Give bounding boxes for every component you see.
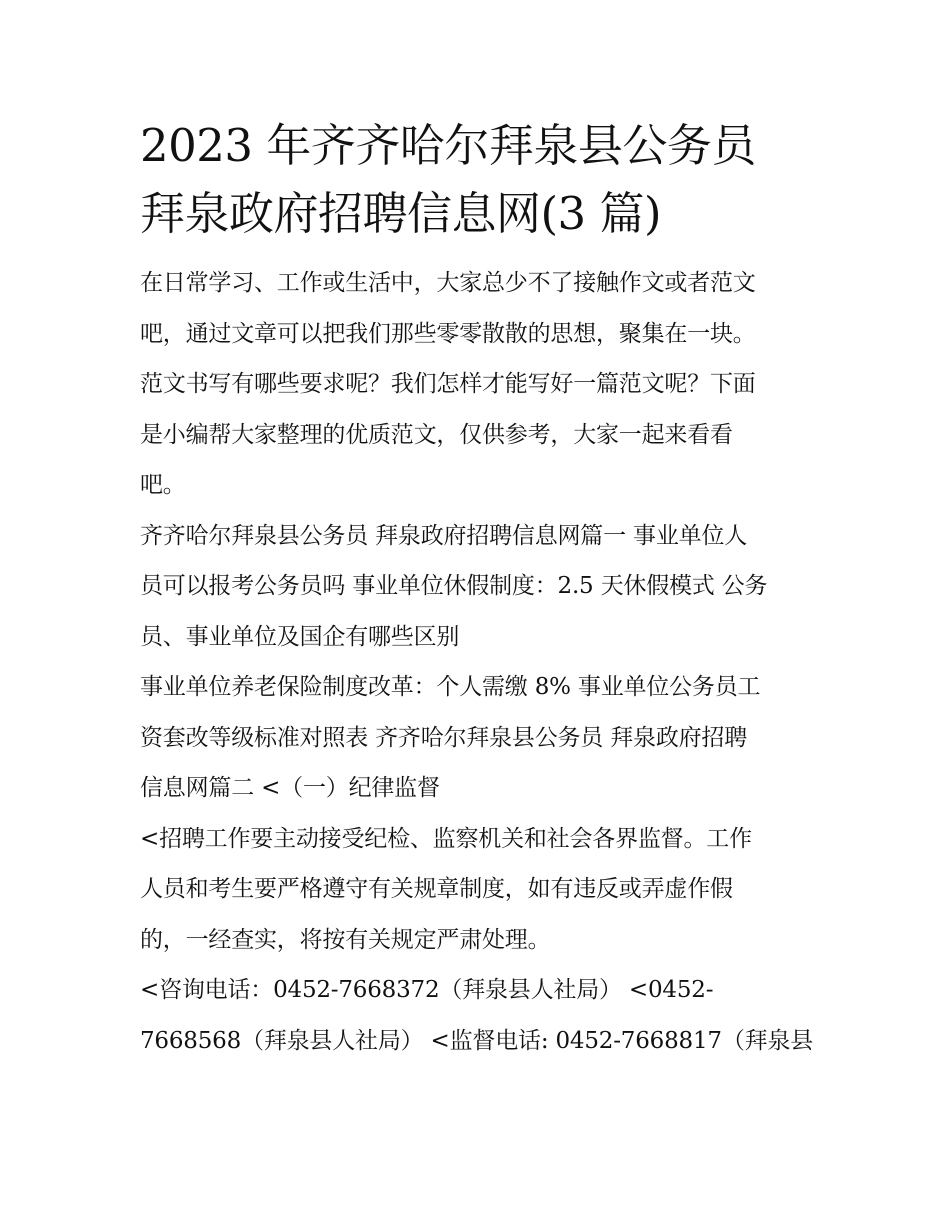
text-line: 在日常学习、工作或生活中，大家总少不了接触作文或者范文 <box>140 270 756 296</box>
text-line: 吧，通过文章可以把我们那些零零散散的思想，聚集在一块。 <box>140 320 756 347</box>
text-line: 7668568（拜泉县人社局） <监督电话: 0452-7668817（拜泉县 <box>140 1027 814 1054</box>
text-line: 是小编帮大家整理的优质范文，仅供参考，大家一起来看看 <box>140 421 733 448</box>
text-line: 员、事业单位及国企有哪些区别 <box>140 623 460 650</box>
title-line: 2023 年齐齐哈尔拜泉县公务员 <box>140 119 756 172</box>
body-paragraph <box>140 814 820 966</box>
contact-paragraph <box>140 965 820 1066</box>
body-paragraph <box>140 662 820 814</box>
intro-paragraph <box>140 258 820 511</box>
text-line: <咨询电话：0452-7668372（拜泉县人社局） <0452- <box>140 977 714 1003</box>
text-line: 事业单位养老保险制度改革：个人需缴 8% 事业单位公务员工 <box>140 674 761 700</box>
text-line: 吧。 <box>140 472 186 498</box>
title-line: 拜泉政府招聘信息网(3 篇) <box>140 187 662 240</box>
text-line: 员可以报考公务员吗 事业单位休假制度：2.5 天休假模式 公务 <box>140 573 768 599</box>
text-line: 信息网篇二 <（一）纪律监督 <box>140 775 440 801</box>
text-line: 齐齐哈尔拜泉县公务员 拜泉政府招聘信息网篇一 事业单位人 <box>140 522 748 549</box>
text-line: 的，一经查实，将按有关规定严肃处理。 <box>140 926 551 953</box>
text-line: <招聘工作要主动接受纪检、监察机关和社会各界监督。工作 <box>140 825 752 852</box>
document-title <box>140 112 820 248</box>
text-line: 范文书写有哪些要求呢？我们怎样才能写好一篇范文呢？下面 <box>140 371 756 397</box>
text-line: 人员和考生要严格遵守有关规章制度，如有违反或弄虚作假 <box>140 876 733 902</box>
text-line: 资套改等级标准对照表 齐齐哈尔拜泉县公务员 拜泉政府招聘 <box>140 724 748 751</box>
body-paragraph <box>140 511 820 663</box>
